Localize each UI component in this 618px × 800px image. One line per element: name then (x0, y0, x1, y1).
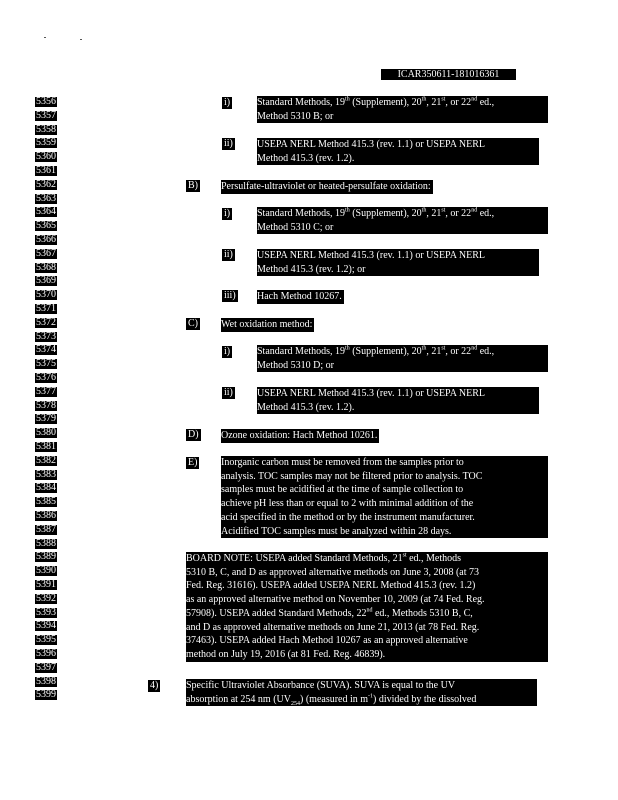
line-number: 5359 (36, 137, 56, 149)
method-block-b-ii (257, 249, 539, 276)
item-label: i) (224, 208, 231, 219)
item-label: iii) (224, 290, 236, 301)
text-line: USEPA NERL Method 415.3 (rev. 1.1) or USEPA NERL (257, 139, 485, 150)
text-line: 37463). USEPA added Hach Method 10267 as an approved alternative (186, 635, 468, 647)
line-number: 5381 (36, 441, 56, 452)
line-number: 5394 (36, 620, 56, 632)
line-number: 5399 (36, 689, 56, 701)
item-label: C) (188, 318, 198, 329)
line-number: 5360 (36, 151, 56, 163)
text-line: samples must be acidified at the time of sample collection to (221, 484, 464, 496)
text-line: Method 5310 B; or (257, 110, 334, 122)
text-line: Fed. Reg. 31616). USEPA added USEPA NERL Method 415.3 (rev. 1.2) (186, 580, 476, 592)
line-number: 5384 (36, 482, 56, 494)
text-line: , 21 (426, 346, 442, 357)
line-number: 5390 (36, 565, 56, 577)
item-label: ii) (224, 387, 233, 398)
item-label: ii) (224, 138, 233, 149)
method-block-b-i (257, 207, 548, 234)
method-block-c-ii (257, 387, 539, 414)
line-number: 5387 (36, 523, 56, 535)
line-number: 5370 (36, 289, 56, 301)
line-number: 5377 (36, 385, 56, 397)
line-number: 5385 (36, 496, 56, 508)
text-line: Method 5310 C; or (257, 221, 334, 233)
text-line: Standard Methods, 19 (257, 208, 346, 219)
text-sup: th (421, 207, 427, 214)
item-label: i) (224, 97, 231, 108)
text-line: (Supplement), 20 (349, 346, 422, 357)
line-number: 5357 (36, 109, 56, 121)
line-number: 5379 (36, 413, 56, 425)
text-line: (Supplement), 20 (349, 97, 422, 108)
line-number: 5382 (36, 454, 56, 466)
line-number: 5398 (36, 675, 56, 687)
method-block-a-i (257, 96, 548, 123)
text-line: absorption at 254 nm (UV (186, 693, 291, 705)
text-line: 5310 B, C, and D as approved alternative methods on June 3, 2008 (at 73 (186, 566, 479, 578)
item-label: i) (224, 346, 231, 357)
text-line: Standard Methods, 19 (257, 97, 346, 108)
text-line: Specific Ultraviolet Absorbance (SUVA). SUVA is equal to the UV (186, 680, 456, 691)
text-line: ) divided by the dissolved (373, 693, 477, 705)
line-number: 5372 (36, 316, 56, 328)
text-sup: nd (366, 607, 373, 614)
text-line: Method 415.3 (rev. 1.2). (257, 401, 355, 413)
section-c-heading: Wet oxidation method: (221, 319, 313, 330)
text-line: USEPA NERL Method 415.3 (rev. 1.1) or USEPA NERL (257, 388, 485, 399)
text-sup: nd (471, 96, 478, 103)
text-sup: th (345, 207, 350, 214)
line-number: 5383 (36, 468, 56, 480)
line-number: 5362 (36, 178, 56, 190)
text-sup: st (441, 207, 446, 214)
text-line: , 21 (426, 208, 442, 219)
text-line: as an approved alternative method on November 10, 2009 (at 74 Fed. Reg. (186, 594, 485, 606)
text-line: BOARD NOTE: USEPA added Standard Methods, 21 (186, 553, 403, 564)
text-sup: th (421, 96, 427, 103)
line-number: 5371 (36, 303, 56, 314)
method-block-c-i (257, 345, 548, 372)
text-line: ed., Methods 5310 B, C, (372, 607, 473, 619)
line-number: 5364 (36, 206, 56, 218)
text-line: analysis. TOC samples may not be filtered prior to analysis. TOC (221, 470, 483, 482)
text-line: (Supplement), 20 (349, 208, 422, 219)
text-line: Method 415.3 (rev. 1.2). (257, 152, 355, 164)
item-label: 4) (150, 680, 159, 691)
line-number: 5367 (36, 247, 56, 259)
text-sup: nd (471, 345, 478, 352)
method-block-a-ii (257, 138, 539, 165)
item-label: E) (188, 457, 198, 468)
method-block-b-iii: Hach Method 10267. (257, 291, 342, 302)
text-sup: nd (471, 207, 478, 214)
line-number: 5373 (36, 330, 56, 342)
text-line: ed., Methods (406, 553, 462, 564)
line-number: 5396 (36, 648, 56, 659)
text-line: Method 5310 D; or (257, 359, 334, 371)
text-line: achieve pH less than or equal to 2 with minimal addition of the (221, 498, 474, 510)
line-number: 5380 (36, 427, 56, 439)
line-number: 5361 (36, 165, 56, 176)
item-label: B) (188, 180, 198, 191)
line-number: 5376 (36, 372, 56, 383)
scan-speck (80, 39, 82, 40)
line-number: 5393 (36, 606, 56, 618)
line-number: 5389 (36, 551, 56, 563)
text-sup: st (402, 552, 407, 559)
text-line: , or 22 (445, 208, 472, 219)
text-line: USEPA NERL Method 415.3 (rev. 1.1) or USEPA NERL (257, 250, 485, 261)
text-sup: th (421, 345, 427, 352)
text-line: Inorganic carbon must be removed from the samples prior to (221, 457, 464, 468)
suva-text (186, 679, 537, 706)
text-line: , 21 (426, 97, 442, 108)
text-line: method on July 19, 2016 (at 81 Fed. Reg. 46839). (186, 648, 386, 660)
section-e-text (221, 456, 548, 538)
scan-speck (44, 37, 46, 38)
line-number: 5369 (36, 275, 56, 287)
section-b-heading: Persulfate-ultraviolet or heated-persulfate oxidation: (221, 181, 431, 192)
text-sub: 254 (291, 700, 300, 707)
text-line: , or 22 (445, 97, 472, 108)
line-number: 5374 (36, 344, 56, 356)
text-line: , or 22 (445, 346, 472, 357)
text-line: and D as approved alternative methods on June 21, 2013 (at 78 Fed. Reg. (186, 621, 480, 633)
text-line: ed., (477, 346, 495, 357)
line-number: 5395 (36, 634, 56, 646)
text-line: Method 415.3 (rev. 1.2); or (257, 263, 366, 275)
line-number: 5391 (36, 579, 56, 590)
line-number: 5388 (36, 537, 56, 549)
line-number: 5358 (36, 123, 56, 135)
text-line: 57908). USEPA added Standard Methods, 22 (186, 607, 367, 619)
text-sup: -1 (368, 693, 374, 700)
line-number: 5392 (36, 592, 56, 604)
text-line: acid specified in the method or by the instrument manufacturer. (221, 511, 475, 523)
text-sup: st (441, 96, 446, 103)
item-label: ii) (224, 249, 233, 260)
line-number: 5368 (36, 261, 56, 273)
text-line: ) (measured in m (300, 693, 369, 705)
text-line: Acidified TOC samples must be analyzed within 28 days. (221, 525, 452, 537)
document-id-header: ICAR350611-181016361 (381, 69, 516, 80)
line-number: 5386 (36, 510, 56, 521)
line-number: 5365 (36, 220, 56, 232)
text-line: Standard Methods, 19 (257, 346, 346, 357)
section-d-text: Ozone oxidation: Hach Method 10261. (221, 430, 378, 441)
text-line: ed., (477, 208, 495, 219)
board-note (186, 552, 548, 662)
text-sup: th (345, 96, 350, 103)
line-number: 5366 (36, 234, 56, 245)
item-label: D) (188, 429, 199, 440)
text-line: ed., (477, 97, 495, 108)
line-number: 5397 (36, 661, 56, 673)
text-sup: st (441, 345, 446, 352)
line-number: 5363 (36, 192, 56, 204)
line-number: 5375 (36, 358, 56, 370)
line-number: 5378 (36, 399, 56, 411)
text-sup: th (345, 345, 350, 352)
line-number: 5356 (36, 96, 56, 107)
